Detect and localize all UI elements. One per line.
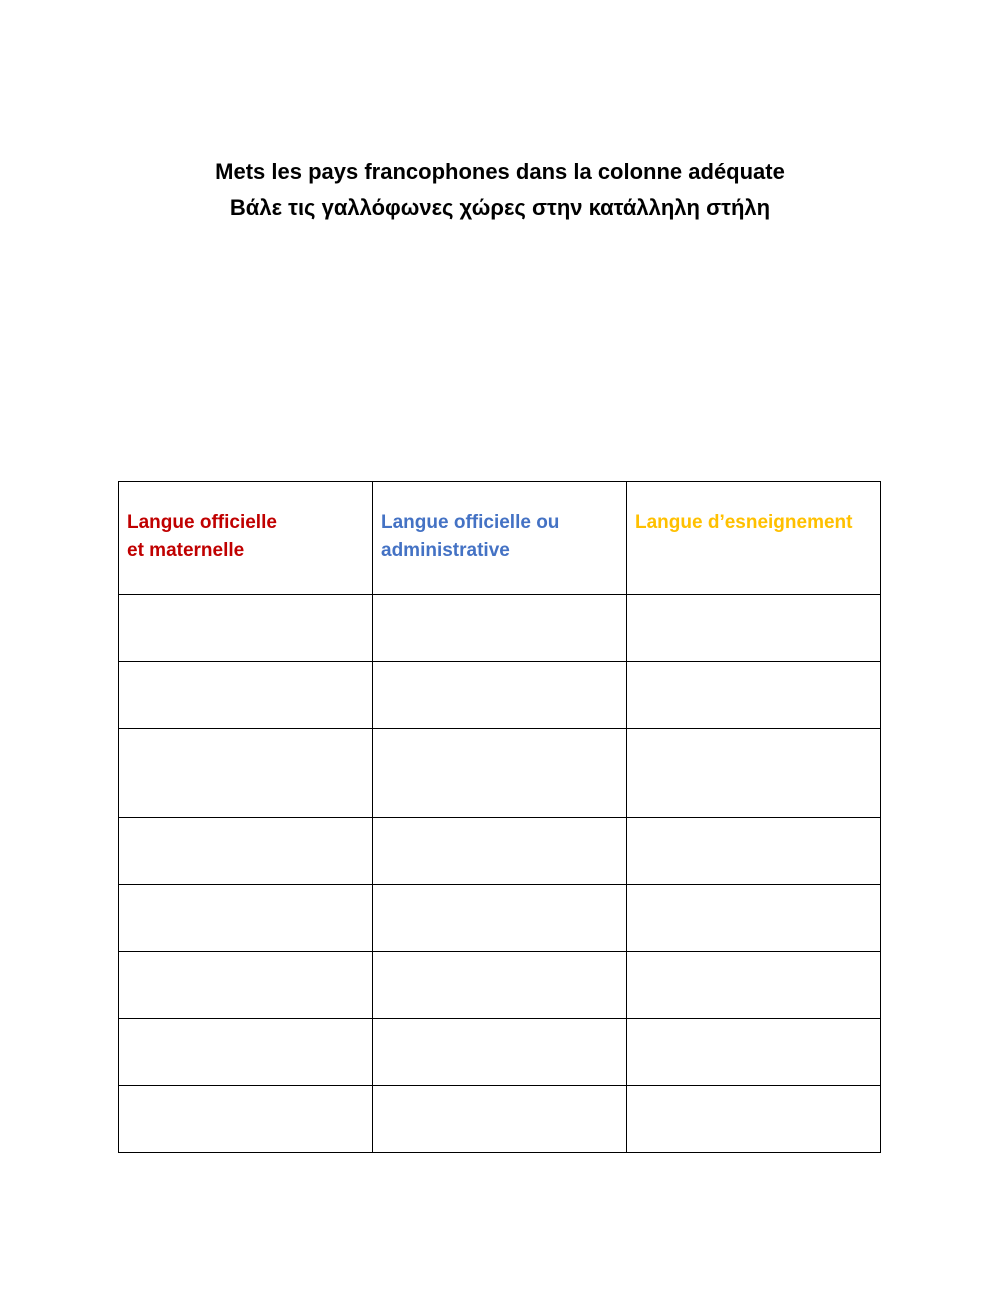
drop-cell[interactable]	[627, 1086, 881, 1153]
drop-cell[interactable]	[119, 1086, 373, 1153]
drop-cell[interactable]	[119, 818, 373, 885]
drop-cell[interactable]	[627, 1019, 881, 1086]
drop-cell[interactable]	[373, 595, 627, 662]
drop-cell[interactable]	[627, 595, 881, 662]
worksheet-title	[0, 154, 1000, 226]
table-row	[119, 1086, 881, 1153]
drop-cell[interactable]	[373, 729, 627, 818]
drop-cell[interactable]	[373, 952, 627, 1019]
table-row	[119, 885, 881, 952]
drop-cell[interactable]	[373, 1086, 627, 1153]
table-row	[119, 595, 881, 662]
header-cell-official-maternal	[119, 482, 373, 595]
header-cell-teaching-language	[627, 482, 881, 595]
drop-cell[interactable]	[373, 818, 627, 885]
sorting-table	[118, 481, 881, 1153]
drop-cell[interactable]	[119, 595, 373, 662]
drop-cell[interactable]	[627, 885, 881, 952]
header-teaching-language: Langue d’esneignement	[635, 512, 853, 533]
table-row	[119, 818, 881, 885]
drop-cell[interactable]	[119, 885, 373, 952]
drop-cell[interactable]	[119, 952, 373, 1019]
title-greek: Βάλε τις γαλλόφωνες χώρες στην κατάλληλη στήλη	[229, 195, 771, 220]
header-cell-official-administrative	[373, 482, 627, 595]
drop-cell[interactable]	[119, 662, 373, 729]
drop-cell[interactable]	[119, 729, 373, 818]
title-french: Mets les pays francophones dans la colonne adéquate	[215, 159, 785, 184]
drop-cell[interactable]	[373, 885, 627, 952]
table-row	[119, 729, 881, 818]
drop-cell[interactable]	[119, 1019, 373, 1086]
table-row	[119, 1019, 881, 1086]
drop-cell[interactable]	[373, 1019, 627, 1086]
drop-cell[interactable]	[373, 662, 627, 729]
drop-cell[interactable]	[627, 729, 881, 818]
header-official-administrative: Langue officielle ou administrative	[381, 512, 560, 561]
table-row	[119, 952, 881, 1019]
drop-cell[interactable]	[627, 818, 881, 885]
header-row	[119, 482, 881, 595]
table-row	[119, 662, 881, 729]
drop-cell[interactable]	[627, 662, 881, 729]
drop-cell[interactable]	[627, 952, 881, 1019]
header-official-maternal: Langue officielle et maternelle	[127, 512, 277, 561]
